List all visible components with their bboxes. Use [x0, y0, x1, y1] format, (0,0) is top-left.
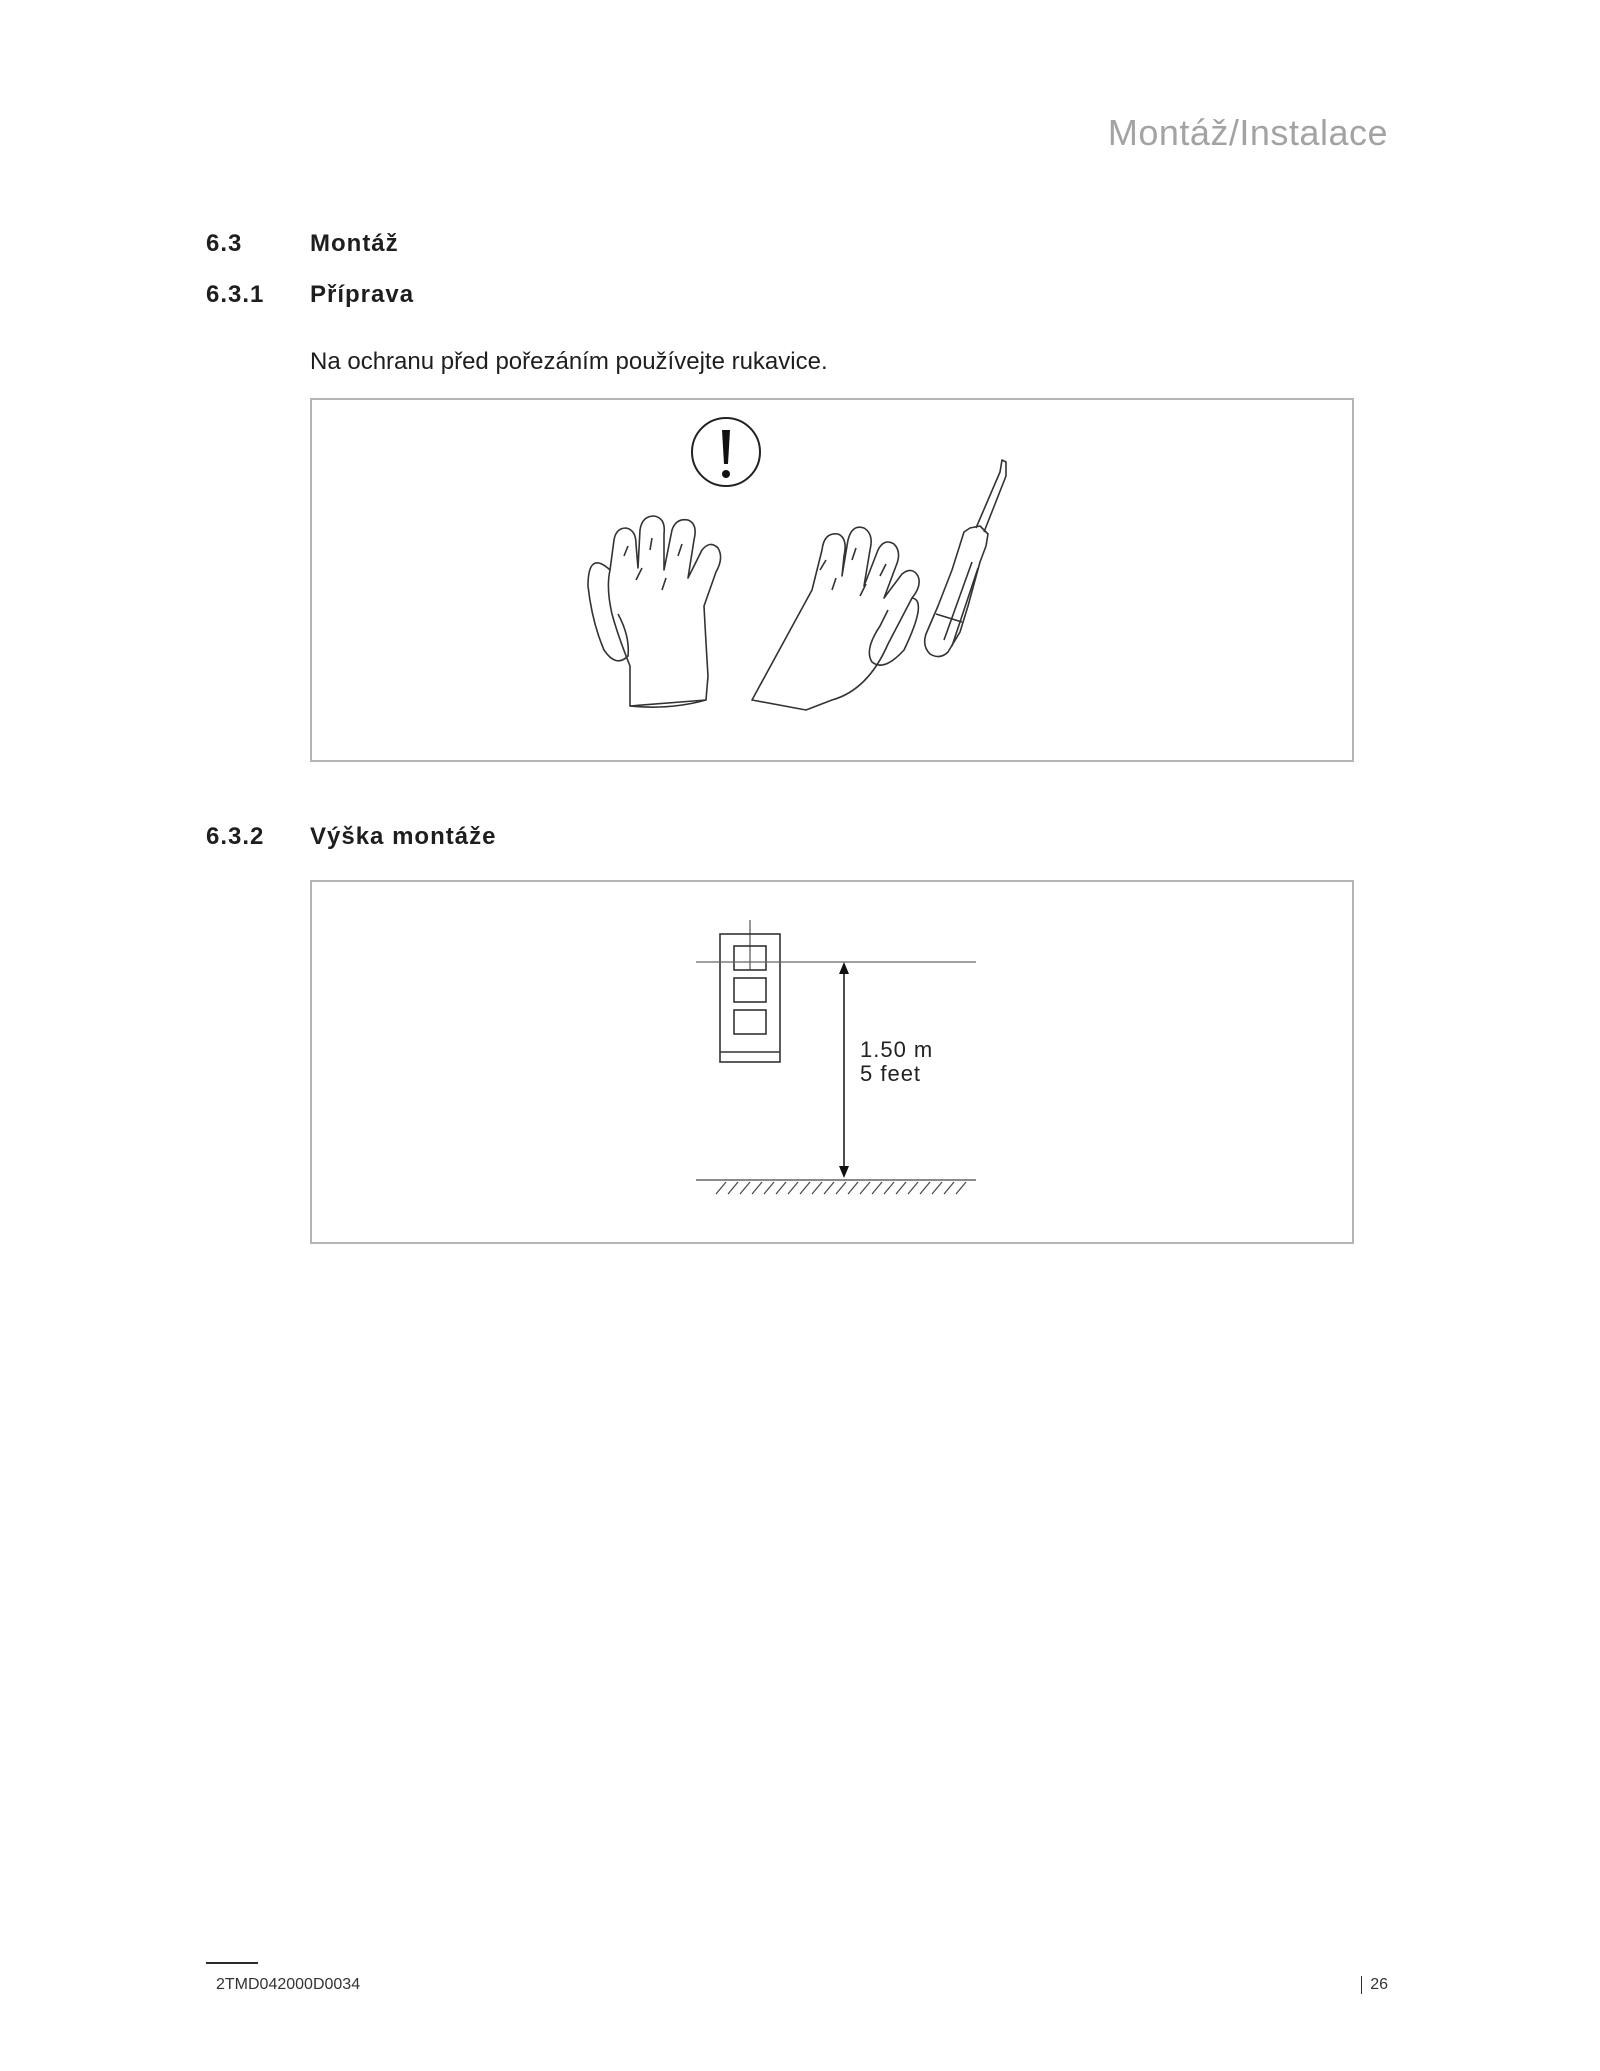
floor-hatch-mark [860, 1182, 870, 1194]
floor-hatch-mark [740, 1182, 750, 1194]
floor-hatch-mark [848, 1182, 858, 1194]
floor-hatch-mark [728, 1182, 738, 1194]
section-title: Montáž [310, 230, 399, 257]
floor-hatch-mark [836, 1182, 846, 1194]
panel-icon [720, 920, 780, 1062]
section-title: Výška montáže [310, 823, 497, 850]
floor-hatch-mark [932, 1182, 942, 1194]
section-number: 6.3.1 [206, 281, 265, 308]
floor-hatch-mark [956, 1182, 966, 1194]
floor-hatch-mark [944, 1182, 954, 1194]
footer-divider [206, 1962, 258, 1964]
floor-hatch-mark [764, 1182, 774, 1194]
mounting-height-figure [310, 880, 1354, 1244]
floor-hatch-mark [884, 1182, 894, 1194]
floor-hatch-mark [824, 1182, 834, 1194]
floor-hatch-mark [776, 1182, 786, 1194]
document-number: 2TMD042000D0034 [216, 1976, 361, 1993]
section-number: 6.3 [206, 230, 243, 257]
floor-hatch-mark [872, 1182, 882, 1194]
height-metric-label: 1.50 m [860, 1037, 934, 1062]
height-imperial-label: 5 feet [860, 1061, 922, 1086]
gloves-icon [588, 516, 919, 710]
preparation-illustration [312, 400, 1352, 760]
section-number: 6.3.2 [206, 823, 265, 850]
floor-hatch-mark [896, 1182, 906, 1194]
warning-icon [692, 418, 760, 486]
floor-hatch-mark [788, 1182, 798, 1194]
mounting-height-illustration [312, 882, 1352, 1242]
running-header-title: Montáž/Instalace [1107, 112, 1388, 153]
preparation-instruction: Na ochranu před pořezáním používejte rukavice. [310, 348, 828, 375]
floor-hatch-mark [800, 1182, 810, 1194]
dimension-arrow-icon [839, 962, 849, 1178]
floor-hatch-mark [752, 1182, 762, 1194]
floor-hatch-mark [920, 1182, 930, 1194]
floor-hatch-mark [908, 1182, 918, 1194]
floor-hatch-mark [812, 1182, 822, 1194]
floor-hatch-mark [716, 1182, 726, 1194]
screwdriver-icon [925, 460, 1006, 657]
section-title: Příprava [310, 281, 415, 308]
preparation-figure [310, 398, 1354, 762]
page-number: 26 [1361, 1976, 1388, 1994]
floor-icon [696, 1180, 976, 1194]
